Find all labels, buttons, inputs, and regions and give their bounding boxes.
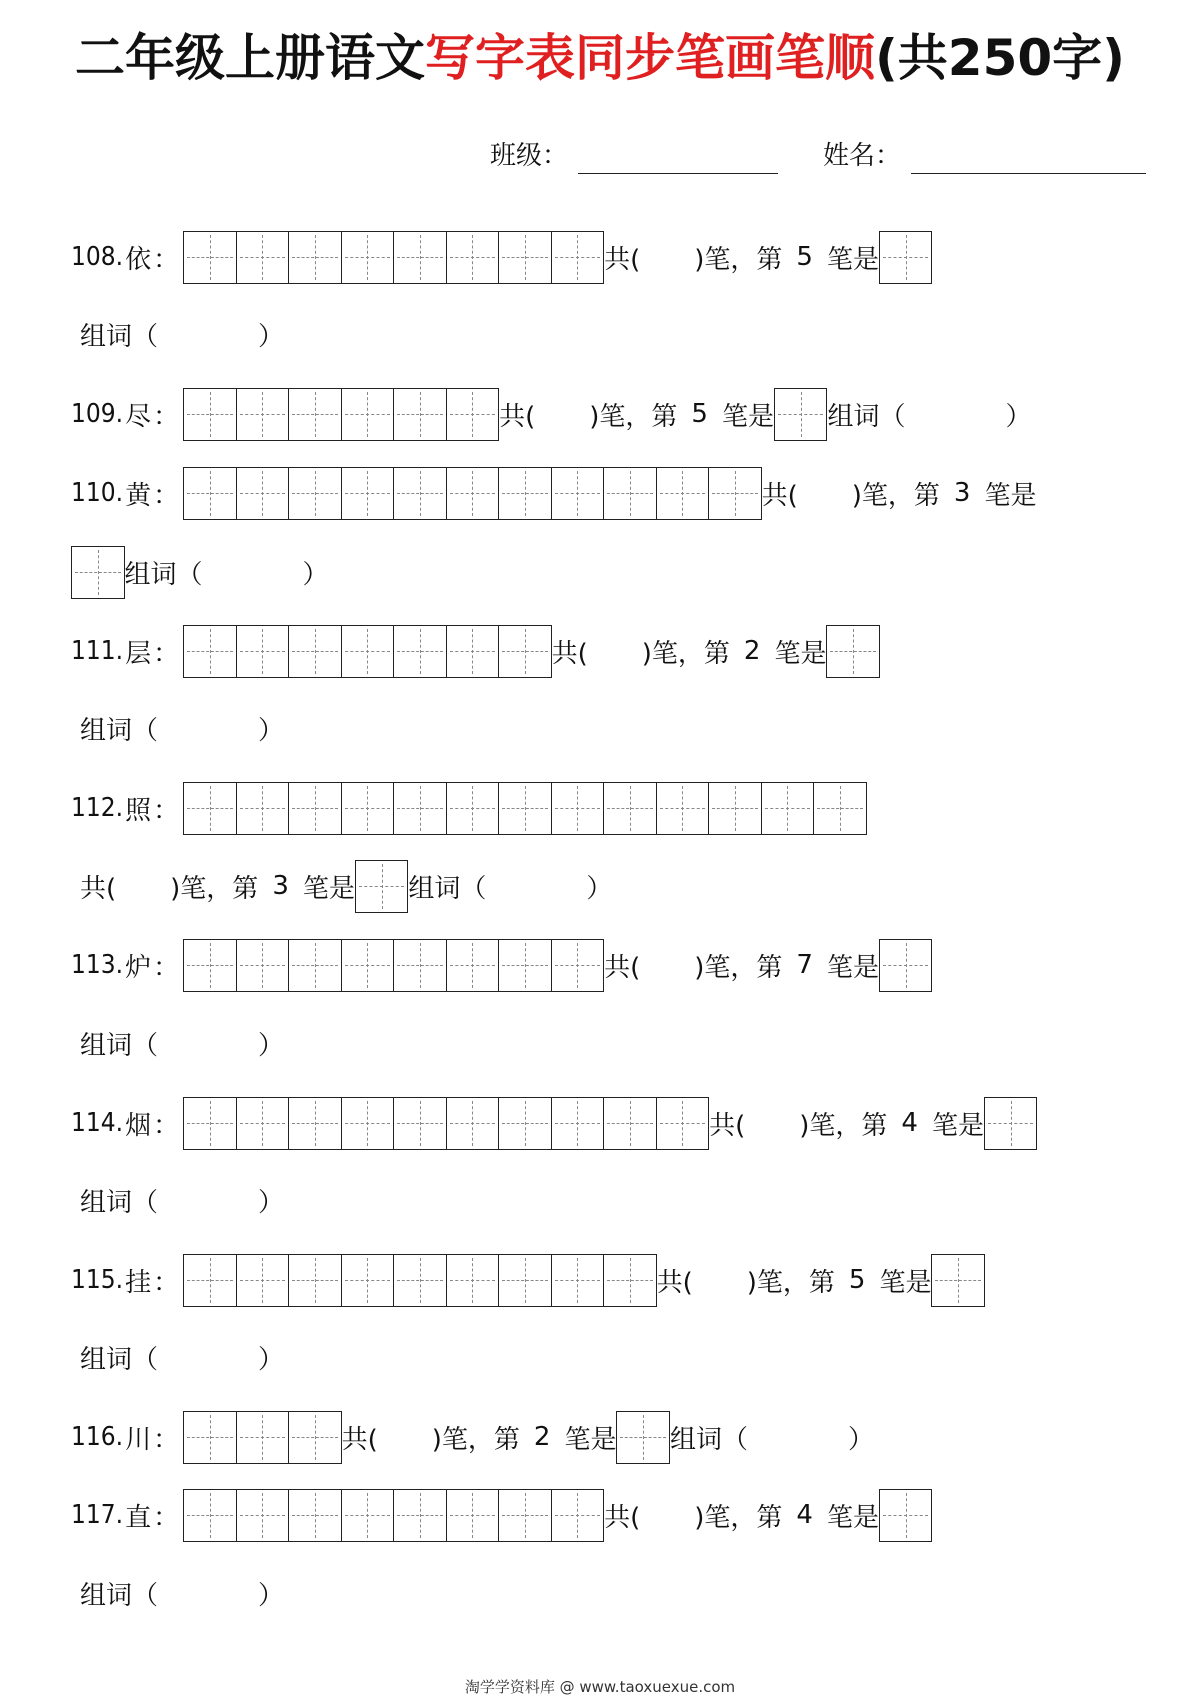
answer-box[interactable] xyxy=(879,231,933,284)
nth-stroke: 5 xyxy=(796,242,813,272)
word-line-117 xyxy=(80,1565,284,1621)
grid-cell[interactable] xyxy=(394,467,447,520)
grid-cell[interactable] xyxy=(184,467,237,520)
title-part-grade: 二年级上册语文 xyxy=(74,29,425,87)
total-open: 共( xyxy=(656,1267,693,1298)
grid-cell[interactable] xyxy=(447,939,500,992)
colon: ： xyxy=(153,795,180,826)
stroke-grid[interactable] xyxy=(183,782,867,835)
question-character: 黄 xyxy=(125,480,152,511)
grid-cell[interactable] xyxy=(289,1411,342,1464)
grid-cell[interactable] xyxy=(289,1097,342,1150)
grid-cell[interactable] xyxy=(447,1254,500,1307)
question-number: 113. xyxy=(71,950,124,980)
stroke-suffix: 笔是 xyxy=(826,952,879,983)
grid-cell[interactable] xyxy=(499,1254,552,1307)
grid-cell[interactable] xyxy=(342,1489,395,1542)
question-number: 110. xyxy=(71,478,124,508)
total-close: )笔，第 xyxy=(170,873,259,904)
question-character: 照 xyxy=(125,795,152,826)
grid-cell[interactable] xyxy=(447,231,500,284)
colon: ： xyxy=(153,480,180,511)
answer-box[interactable] xyxy=(931,1254,985,1307)
grid-cell[interactable] xyxy=(237,782,290,835)
total-open: 共( xyxy=(80,873,117,904)
word-open: 组词（ xyxy=(80,1187,159,1218)
grid-cell[interactable] xyxy=(237,231,290,284)
total-close: )笔，第 xyxy=(746,1267,835,1298)
stroke-grid[interactable] xyxy=(183,1489,604,1542)
word-open: 组词（ xyxy=(80,1344,159,1375)
question-character: 烟 xyxy=(125,1110,152,1141)
grid-cell[interactable] xyxy=(237,1254,290,1307)
grid-cell[interactable] xyxy=(237,625,290,678)
class-field xyxy=(490,130,778,174)
word-open: 组词（ xyxy=(80,715,159,746)
grid-cell[interactable] xyxy=(447,782,500,835)
grid-cell[interactable] xyxy=(394,388,447,441)
question-number: 112. xyxy=(71,793,124,823)
grid-cell[interactable] xyxy=(657,782,710,835)
answer-box[interactable] xyxy=(774,388,828,441)
footer-watermark: 淘学学资料库 @ www.taoxuexue.com xyxy=(464,1678,736,1696)
colon: ： xyxy=(153,244,180,275)
grid-cell[interactable] xyxy=(237,467,290,520)
question-number: 115. xyxy=(71,1265,124,1295)
question-character: 挂 xyxy=(125,1267,152,1298)
grid-cell[interactable] xyxy=(289,467,342,520)
grid-cell[interactable] xyxy=(289,231,342,284)
nth-stroke: 3 xyxy=(953,478,971,508)
answer-line-110 xyxy=(71,544,329,600)
total-open: 共( xyxy=(761,480,798,511)
nth-stroke: 3 xyxy=(272,871,289,901)
colon: ： xyxy=(153,1267,180,1298)
grid-cell[interactable] xyxy=(394,1254,447,1307)
grid-cell[interactable] xyxy=(184,782,237,835)
grid-cell[interactable] xyxy=(762,782,815,835)
stroke-grid[interactable] xyxy=(183,231,604,284)
word-close: ） xyxy=(258,715,285,746)
grid-cell[interactable] xyxy=(499,1097,552,1150)
grid-cell[interactable] xyxy=(184,625,237,678)
grid-cell[interactable] xyxy=(289,625,342,678)
grid-cell[interactable] xyxy=(657,467,710,520)
question-character: 川 xyxy=(125,1424,152,1455)
grid-cell[interactable] xyxy=(552,1254,605,1307)
question-number: 116. xyxy=(71,1422,124,1452)
grid-cell[interactable] xyxy=(184,939,237,992)
question-112 xyxy=(71,780,867,836)
grid-cell[interactable] xyxy=(499,939,552,992)
grid-cell[interactable] xyxy=(289,1254,342,1307)
stroke-grid[interactable] xyxy=(183,1411,342,1464)
grid-cell[interactable] xyxy=(394,939,447,992)
total-close: )笔，第 xyxy=(694,952,783,983)
stroke-grid[interactable] xyxy=(183,1097,709,1150)
grid-cell[interactable] xyxy=(552,782,605,835)
grid-cell[interactable] xyxy=(604,1097,657,1150)
grid-cell[interactable] xyxy=(342,625,395,678)
nth-stroke: 5 xyxy=(691,399,708,429)
grid-cell[interactable] xyxy=(184,1411,237,1464)
question-109 xyxy=(71,386,1032,442)
question-number: 117. xyxy=(71,1500,124,1530)
grid-cell[interactable] xyxy=(184,1489,237,1542)
stroke-suffix: 笔是 xyxy=(302,873,355,904)
word-open: 组词（ xyxy=(408,873,487,904)
nth-stroke: 5 xyxy=(848,1265,866,1295)
grid-cell[interactable] xyxy=(237,388,290,441)
colon: ： xyxy=(153,952,180,983)
grid-cell[interactable] xyxy=(342,939,395,992)
grid-cell[interactable] xyxy=(447,467,500,520)
word-open: 组词（ xyxy=(124,559,203,590)
grid-cell[interactable] xyxy=(499,467,552,520)
page-title xyxy=(0,18,1200,98)
stroke-suffix: 笔是 xyxy=(721,401,774,432)
word-close: ） xyxy=(258,1030,285,1061)
question-character: 层 xyxy=(125,638,152,669)
grid-cell[interactable] xyxy=(657,1097,710,1150)
grid-cell[interactable] xyxy=(447,1097,500,1150)
question-number: 109. xyxy=(71,399,124,429)
grid-cell[interactable] xyxy=(499,625,552,678)
grid-cell[interactable] xyxy=(394,625,447,678)
answer-box[interactable] xyxy=(616,1411,670,1464)
total-open: 共( xyxy=(604,1502,641,1533)
grid-cell[interactable] xyxy=(289,1489,342,1542)
grid-cell[interactable] xyxy=(342,467,395,520)
word-line-115 xyxy=(80,1329,284,1385)
grid-cell[interactable] xyxy=(394,1489,447,1542)
word-open: 组词（ xyxy=(80,1030,159,1061)
grid-cell[interactable] xyxy=(342,782,395,835)
total-close: )笔，第 xyxy=(694,244,783,275)
question-character: 炉 xyxy=(125,952,152,983)
stroke-suffix: 笔是 xyxy=(931,1110,984,1141)
question-113 xyxy=(71,937,932,993)
grid-cell[interactable] xyxy=(342,231,395,284)
word-close: ） xyxy=(586,873,613,904)
name-blank[interactable] xyxy=(911,137,1146,174)
answer-box[interactable] xyxy=(879,939,933,992)
colon: ： xyxy=(153,1110,180,1141)
grid-cell[interactable] xyxy=(552,467,605,520)
grid-cell[interactable] xyxy=(552,231,605,284)
question-character: 直 xyxy=(125,1502,152,1533)
grid-cell[interactable] xyxy=(289,782,342,835)
stroke-suffix: 笔是 xyxy=(774,638,827,669)
word-close: ） xyxy=(258,1580,285,1611)
name-field xyxy=(823,130,1146,174)
grid-cell[interactable] xyxy=(814,782,867,835)
word-line-113 xyxy=(80,1015,284,1071)
answer-box[interactable] xyxy=(71,546,125,599)
stroke-grid[interactable] xyxy=(183,939,604,992)
question-108 xyxy=(71,229,932,285)
title-part-count: (共250字) xyxy=(874,29,1126,87)
grid-cell[interactable] xyxy=(342,388,395,441)
total-open: 共( xyxy=(499,401,536,432)
total-close: )笔，第 xyxy=(799,1110,888,1141)
answer-box[interactable] xyxy=(984,1097,1038,1150)
grid-cell[interactable] xyxy=(237,1097,290,1150)
word-line-114 xyxy=(80,1172,284,1228)
colon: ： xyxy=(153,1502,180,1533)
word-open: 组词（ xyxy=(827,401,906,432)
grid-cell[interactable] xyxy=(237,1411,290,1464)
total-close: )笔，第 xyxy=(589,401,678,432)
nth-stroke: 2 xyxy=(533,1422,551,1452)
grid-cell[interactable] xyxy=(394,231,447,284)
class-blank[interactable] xyxy=(578,137,778,174)
grid-cell[interactable] xyxy=(604,1254,657,1307)
grid-cell[interactable] xyxy=(552,1097,605,1150)
word-close: ） xyxy=(258,1344,285,1375)
grid-cell[interactable] xyxy=(237,1489,290,1542)
grid-cell[interactable] xyxy=(342,1097,395,1150)
colon: ： xyxy=(153,638,180,669)
question-number: 108. xyxy=(71,242,124,272)
question-character: 依 xyxy=(125,244,152,275)
word-close: ） xyxy=(1005,401,1032,432)
nth-stroke: 2 xyxy=(743,636,761,666)
total-open: 共( xyxy=(604,244,641,275)
grid-cell[interactable] xyxy=(447,625,500,678)
word-line-108 xyxy=(80,306,284,362)
grid-cell[interactable] xyxy=(447,388,500,441)
question-114 xyxy=(71,1095,1037,1151)
grid-cell[interactable] xyxy=(289,939,342,992)
colon: ： xyxy=(153,401,180,432)
stroke-grid[interactable] xyxy=(183,388,499,441)
grid-cell[interactable] xyxy=(604,782,657,835)
grid-cell[interactable] xyxy=(184,1254,237,1307)
class-label: 班级： xyxy=(490,141,569,171)
question-111 xyxy=(71,623,880,679)
grid-cell[interactable] xyxy=(289,388,342,441)
grid-cell[interactable] xyxy=(184,1097,237,1150)
question-116 xyxy=(71,1409,874,1465)
question-number: 111. xyxy=(71,636,124,666)
question-115 xyxy=(71,1252,985,1308)
total-close: )笔，第 xyxy=(431,1424,520,1455)
word-close: ） xyxy=(258,321,285,352)
total-close: )笔，第 xyxy=(851,480,940,511)
word-open: 组词（ xyxy=(80,321,159,352)
name-label: 姓名： xyxy=(823,141,902,171)
word-close: ） xyxy=(258,1187,285,1218)
total-open: 共( xyxy=(551,638,588,669)
grid-cell[interactable] xyxy=(604,467,657,520)
colon: ： xyxy=(153,1424,180,1455)
stroke-grid[interactable] xyxy=(183,1254,657,1307)
grid-cell[interactable] xyxy=(184,231,237,284)
grid-cell[interactable] xyxy=(552,939,605,992)
total-open: 共( xyxy=(341,1424,378,1455)
nth-stroke: 4 xyxy=(901,1108,918,1138)
grid-cell[interactable] xyxy=(499,1489,552,1542)
stroke-suffix: 笔是 xyxy=(984,480,1037,511)
answer-box[interactable] xyxy=(826,625,880,678)
word-open: 组词（ xyxy=(669,1424,748,1455)
word-line-111 xyxy=(80,700,284,756)
stroke-suffix: 笔是 xyxy=(564,1424,617,1455)
grid-cell[interactable] xyxy=(394,1097,447,1150)
grid-cell[interactable] xyxy=(499,782,552,835)
grid-cell[interactable] xyxy=(709,782,762,835)
answer-box[interactable] xyxy=(879,1489,933,1542)
total-open: 共( xyxy=(709,1110,746,1141)
grid-cell[interactable] xyxy=(552,1489,605,1542)
answer-box[interactable] xyxy=(355,860,409,913)
grid-cell[interactable] xyxy=(394,782,447,835)
total-open: 共( xyxy=(604,952,641,983)
word-close: ） xyxy=(848,1424,875,1455)
grid-cell[interactable] xyxy=(709,467,762,520)
stroke-suffix: 笔是 xyxy=(879,1267,932,1298)
grid-cell[interactable] xyxy=(237,939,290,992)
question-character: 尽 xyxy=(125,401,152,432)
question-110 xyxy=(71,465,1036,521)
stroke-grid[interactable] xyxy=(183,625,552,678)
question-117 xyxy=(71,1487,932,1543)
grid-cell[interactable] xyxy=(342,1254,395,1307)
nth-stroke: 7 xyxy=(796,950,813,980)
total-close: )笔，第 xyxy=(641,638,730,669)
question-number: 114. xyxy=(71,1108,124,1138)
grid-cell[interactable] xyxy=(184,388,237,441)
word-close: ） xyxy=(302,559,329,590)
title-part-topic: 写字表同步笔画笔顺 xyxy=(424,29,875,87)
word-open: 组词（ xyxy=(80,1580,159,1611)
nth-stroke: 4 xyxy=(796,1500,813,1530)
stroke-suffix: 笔是 xyxy=(826,1502,879,1533)
stroke-suffix: 笔是 xyxy=(826,244,879,275)
total-close: )笔，第 xyxy=(694,1502,783,1533)
answer-line-112 xyxy=(80,858,612,914)
stroke-grid[interactable] xyxy=(183,467,762,520)
grid-cell[interactable] xyxy=(447,1489,500,1542)
grid-cell[interactable] xyxy=(499,231,552,284)
